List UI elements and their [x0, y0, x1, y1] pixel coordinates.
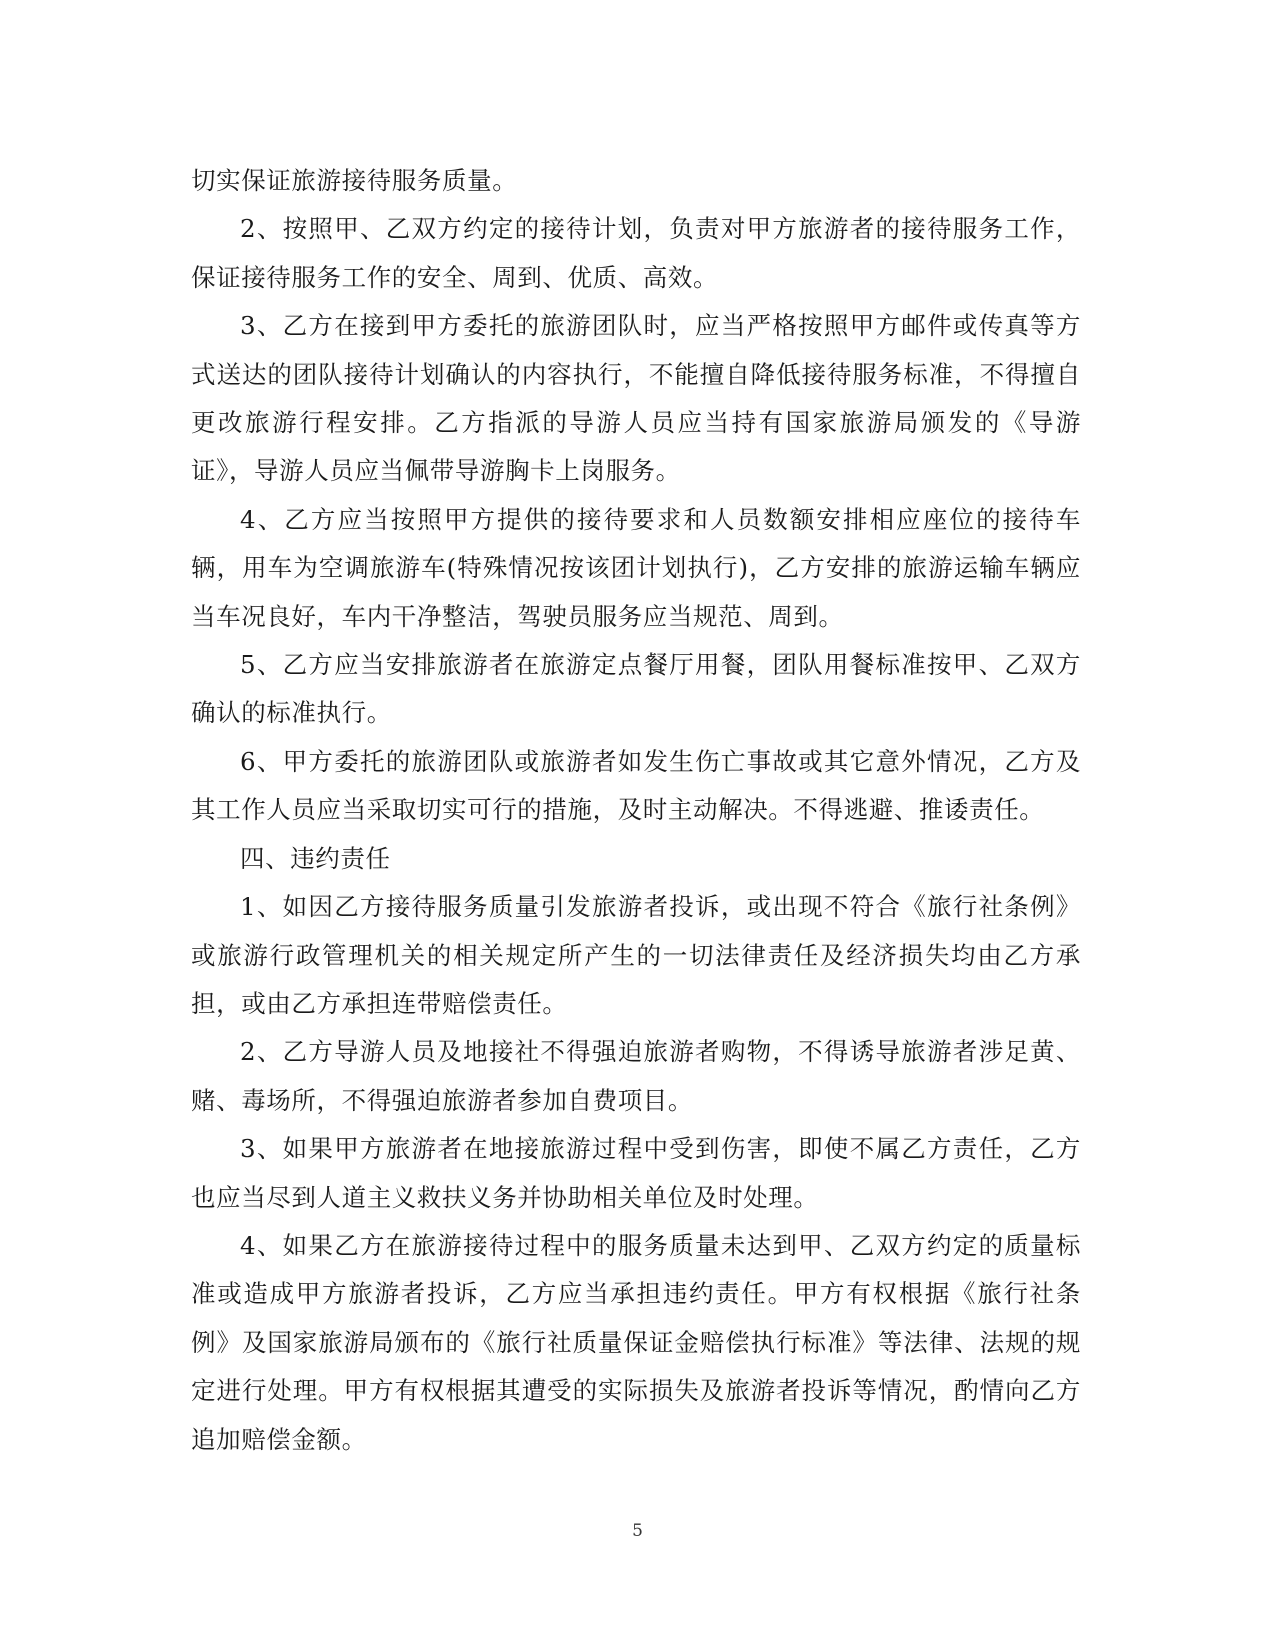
- paragraph-liability-3: 3、如果甲方旅游者在地接旅游过程中受到伤害，即使不属乙方责任，乙方也应当尽到人道主义救扶义务并协助相关单位及时处理。: [191, 1134, 1081, 1212]
- paragraph-clause-5: 5、乙方应当安排旅游者在旅游定点餐厅用餐，团队用餐标准按甲、乙双方确认的标准执行。: [191, 650, 1081, 728]
- document-body: [191, 157, 1081, 1464]
- page-number: 5: [632, 1521, 643, 1541]
- paragraph-liability-1: 1、如因乙方接待服务质量引发旅游者投诉，或出现不符合《旅行社条例》或旅游行政管理机关的相关规定所产生的一切法律责任及经济损失均由乙方承担，或由乙方承担连带赔偿责任。: [191, 892, 1081, 1018]
- section-heading-breach-liability: 四、违约责任: [240, 843, 391, 873]
- paragraph-clause-2: 2、按照甲、乙双方约定的接待计划，负责对甲方旅游者的接待服务工作，保证接待服务工作的安全、周到、优质、高效。: [191, 214, 1081, 292]
- paragraph-clause-4: 4、乙方应当按照甲方提供的接待要求和人员数额安排相应座位的接待车辆，用车为空调旅游车(特殊情况按该团计划执行)，乙方安排的旅游运输车辆应当车况良好，车内干净整洁，驾驶员服务应当规范、周到。: [191, 504, 1081, 631]
- paragraph-clause-3: 3、乙方在接到甲方委托的旅游团队时，应当严格按照甲方邮件或传真等方式送达的团队接待计划确认的内容执行，不能擅自降低接待服务标准，不得擅自更改旅游行程安排。乙方指派的导游人员应当持有国家旅游局颁发的《导游证》，导游人员应当佩带导游胸卡上岗服务。: [191, 311, 1081, 486]
- paragraph-clause-6: 6、甲方委托的旅游团队或旅游者如发生伤亡事故或其它意外情况，乙方及其工作人员应当采取切实可行的措施，及时主动解决。不得逃避、推诿责任。: [191, 746, 1081, 825]
- paragraph-liability-2: 2、乙方导游人员及地接社不得强迫旅游者购物，不得诱导旅游者涉足黄、赌、毒场所，不得强迫旅游者参加自费项目。: [191, 1037, 1081, 1115]
- paragraph-liability-4: 4、如果乙方在旅游接待过程中的服务质量未达到甲、乙双方约定的质量标准或造成甲方旅游者投诉，乙方应当承担违约责任。甲方有权根据《旅行社条例》及国家旅游局颁布的《旅行社质量保证金赔偿执行标准》等法律、法规的规定进行处理。甲方有权根据其遭受的实际损失及旅游者投诉等情况，酌情向乙方追加赔偿金额。: [191, 1230, 1081, 1454]
- paragraph-continuation: 切实保证旅游接待服务质量。: [191, 166, 518, 195]
